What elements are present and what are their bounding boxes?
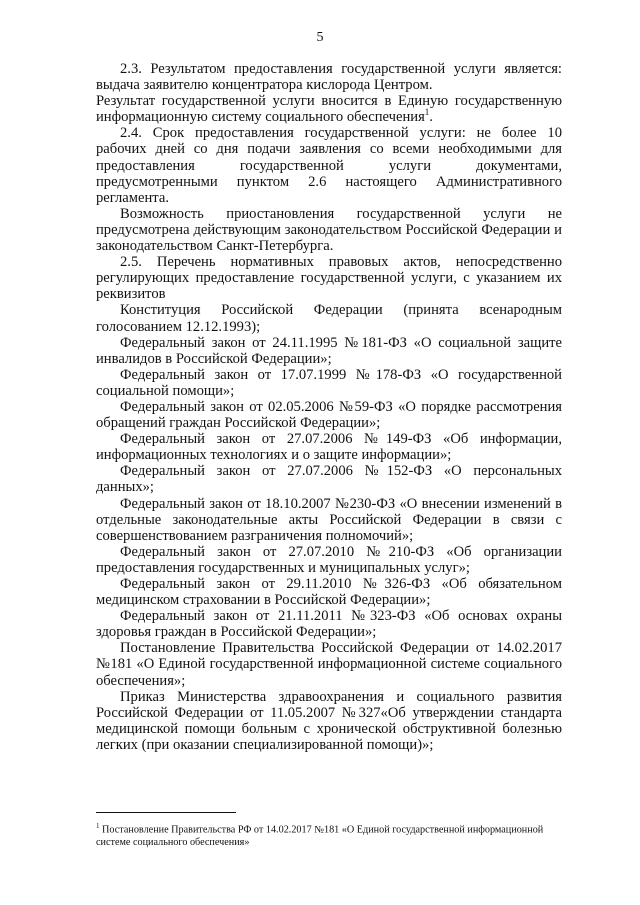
- legal-act-item: Федеральный закон от 29.11.2010 №326-ФЗ «Об обязательном медицинском страховании в Российской Федерации»;: [96, 576, 562, 609]
- paragraph-result-registry: [96, 93, 562, 125]
- legal-act-item: Постановление Правительства Российской Федерации от 14.02.2017 №181 «О Единой государственной информационной системе социального обеспечения»;: [96, 640, 562, 689]
- footnote-marker: 1: [96, 822, 100, 830]
- legal-act-item: Федеральный закон от 21.11.2011 №323-ФЗ «Об основах охраны здоровья граждан в Российской Федерации»;: [96, 608, 562, 641]
- footnote: [96, 820, 562, 849]
- legal-act-item: Конституция Российской Федерации (принята всенародным голосованием 12.12.1993);: [96, 302, 562, 335]
- document-body: [96, 61, 562, 753]
- legal-act-item: Федеральный закон от 17.07.1999 №178-ФЗ «О государственной социальной помощи»;: [96, 366, 562, 399]
- paragraph-suspension: Возможность приостановления государственной услуги не предусмотрена действующим законодательством Российской Федерации и законодательством Санкт-Петербурга.: [96, 205, 562, 255]
- footnote-reference: 1: [424, 107, 430, 118]
- paragraph-term: 2.4. Срок предоставления государственной услуги: не более 10 рабочих дней со дня подачи заявления со всеми необходимыми для предоставления государственной услуги документами, предусмотренными пунктом 2.6 настоящего Административного регламента.: [96, 125, 562, 206]
- legal-act-item: Федеральный закон от 27.07.2006 №149-ФЗ «Об информации, информационных технологиях и о защите информации»;: [96, 431, 562, 464]
- legal-act-item: Федеральный закон от 02.05.2006 №59-ФЗ «О порядке рассмотрения обращений граждан Российской Федерации»;: [96, 398, 562, 432]
- footnote-divider: [96, 812, 236, 813]
- legal-act-item: Федеральный закон от 27.07.2010 №210-ФЗ «Об организации предоставления государственных и муниципальных услуг»;: [96, 543, 562, 576]
- legal-act-item: Федеральный закон от 24.11.1995 №181-ФЗ «О социальной защите инвалидов в Российской Федерации»;: [96, 334, 562, 367]
- page-number: 5: [316, 30, 324, 45]
- legal-act-item: Приказ Министерства здравоохранения и социального развития Российской Федерации от 11.05.2007 №327«Об утверждении стандарта медицинской помощи больным с хронической обструктивной болезнью легких (при оказании специализированной помощи)»;: [96, 688, 562, 753]
- paragraph-result-registry-text: Результат государственной услуги вносится в Единую государственную информационную систему социального обеспечения: [96, 93, 562, 126]
- paragraph-result-registry-end: .: [429, 109, 433, 126]
- legal-act-item: Федеральный закон от 18.10.2007 №230-ФЗ «О внесении изменений в отдельные законодательные акты Российской Федерации в связи с совершенствованием разграничения полномочий»;: [96, 495, 562, 544]
- footnote-text: Постановление Правительства РФ от 14.02.2017 №181 «О Единой государственной информационной системе социального обеспечения»: [96, 824, 544, 848]
- paragraph-result: 2.3. Результатом предоставления государственной услуги является: выдача заявителю концентратора кислорода Центром.: [96, 61, 562, 94]
- legal-act-item: Федеральный закон от 27.07.2006 №152-ФЗ «О персональных данных»;: [96, 463, 562, 496]
- paragraph-legal-acts-heading: 2.5. Перечень нормативных правовых актов, непосредственно регулирующих предоставление государственной услуги, с указанием их реквизитов: [96, 254, 562, 303]
